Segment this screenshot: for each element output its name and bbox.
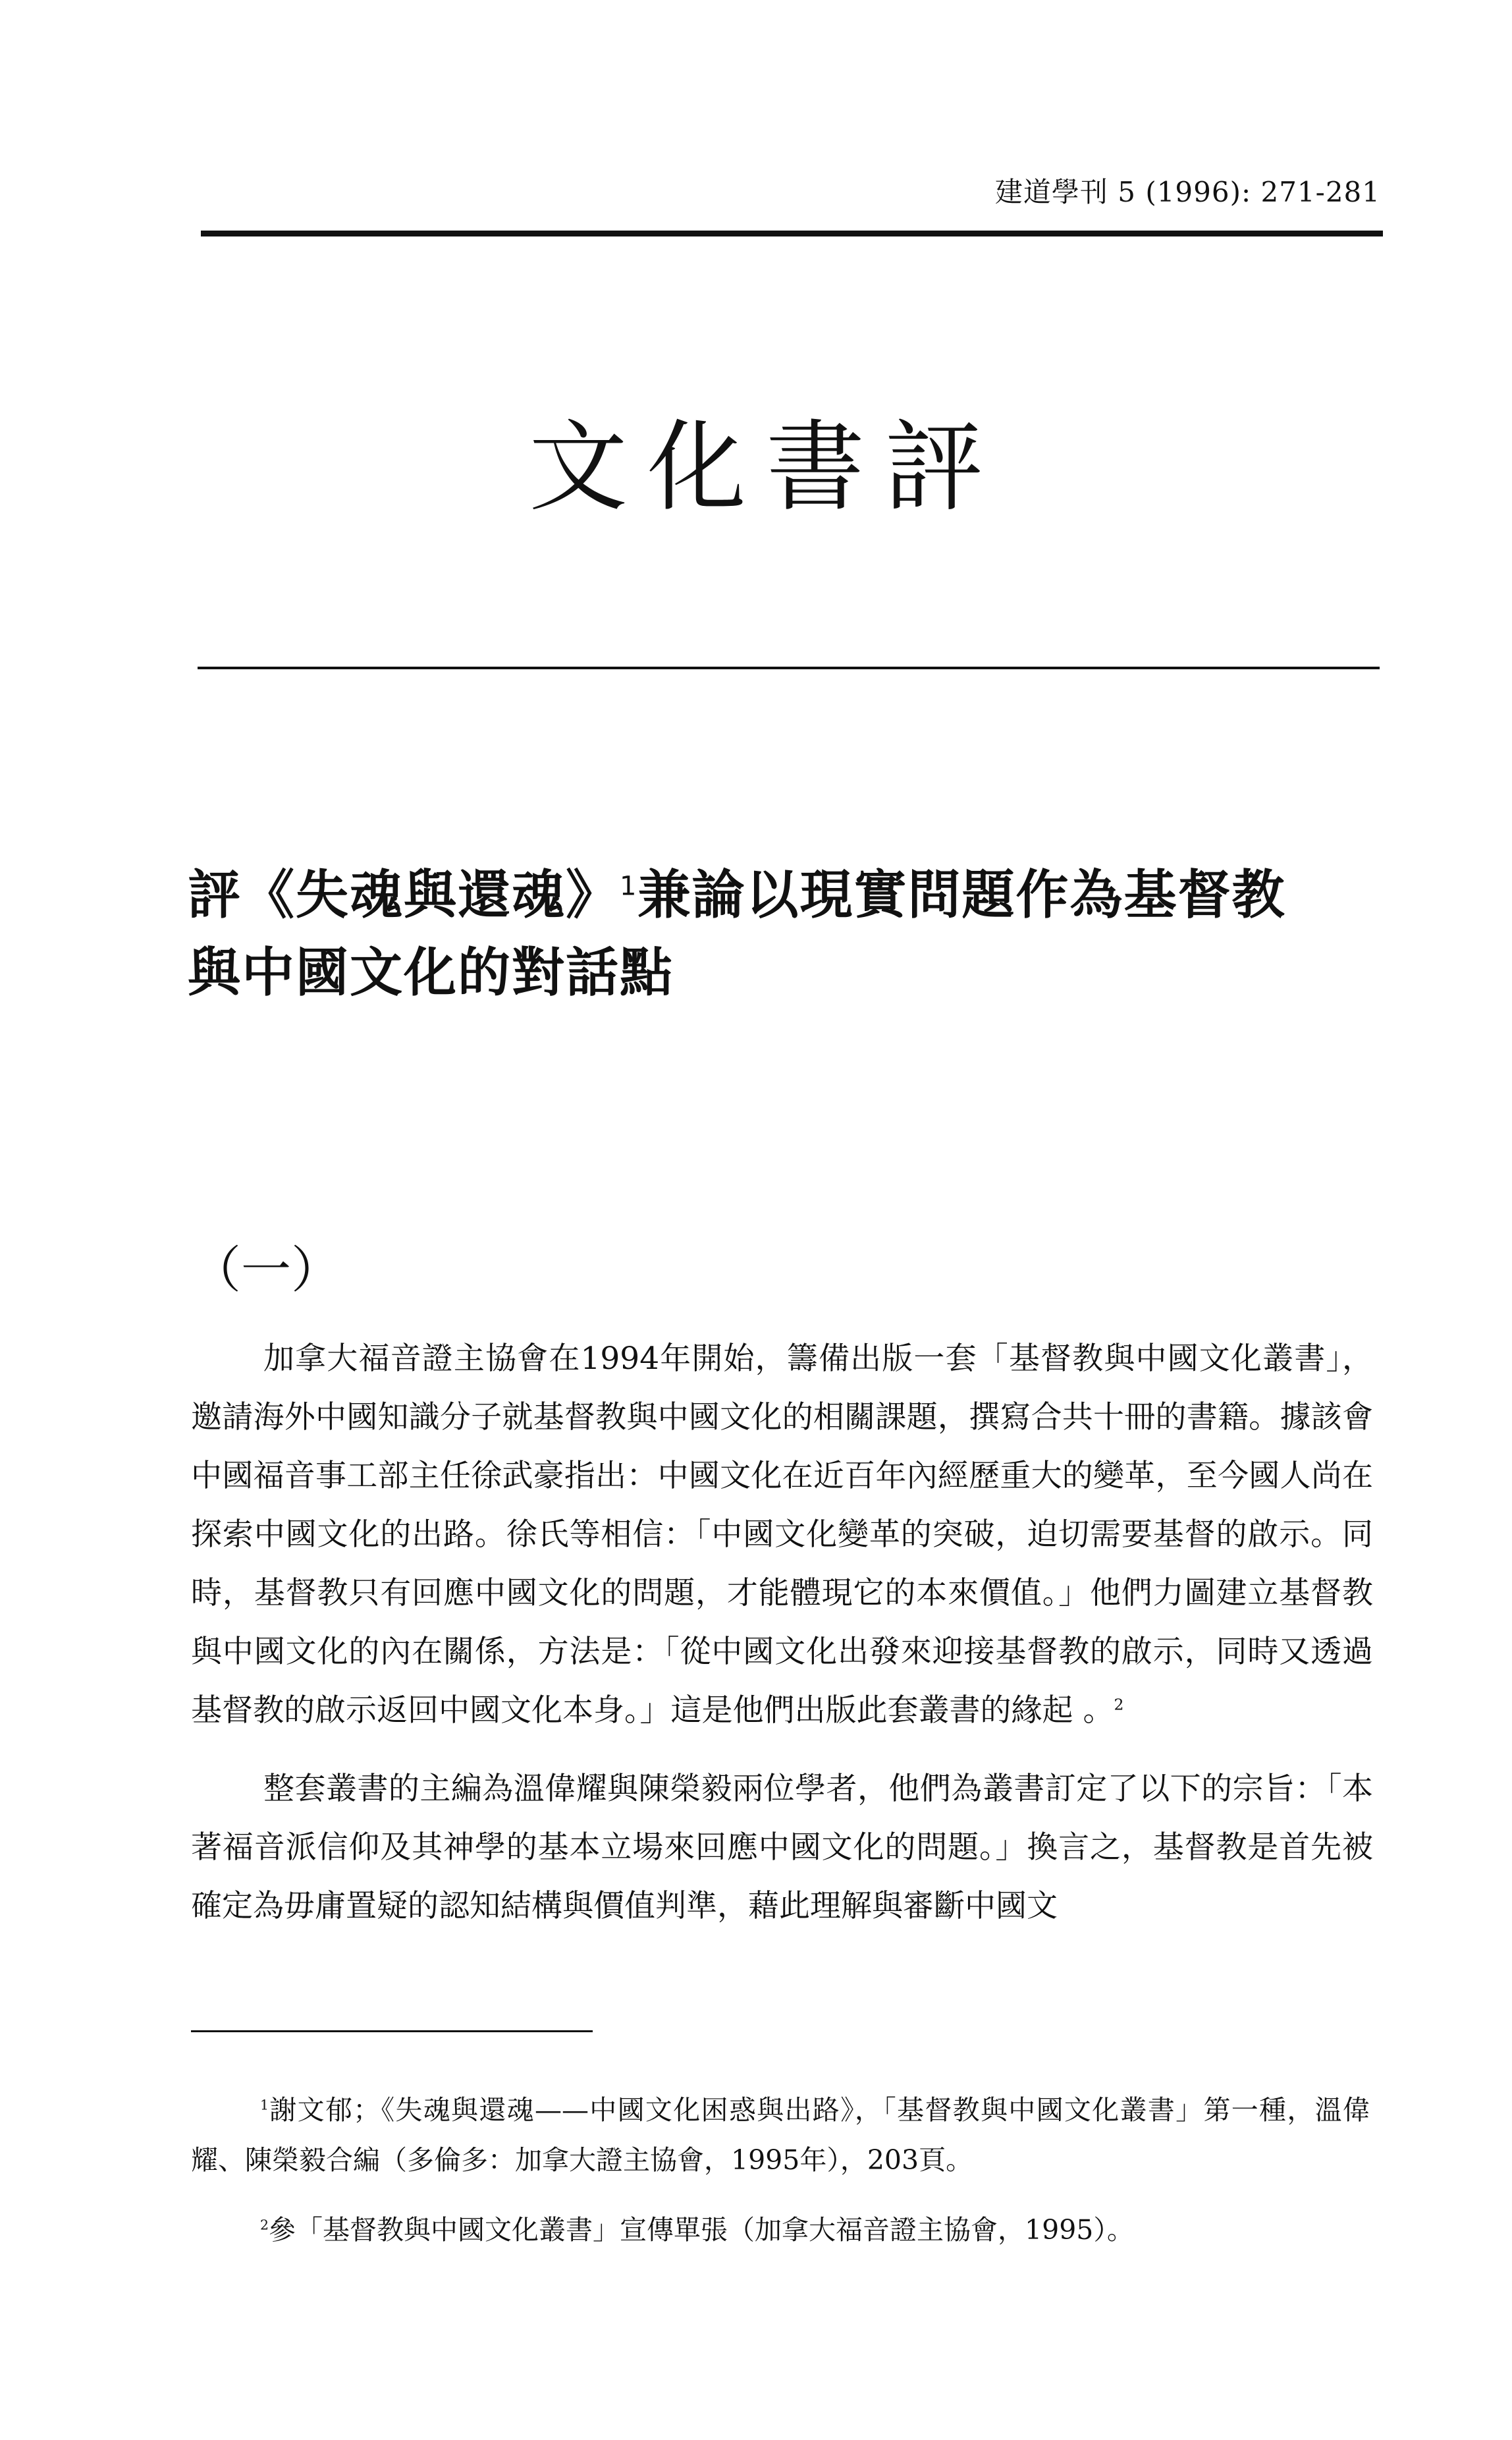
paragraph-end-punct: 。: [1083, 1692, 1114, 1729]
article-body: [191, 1329, 1373, 1955]
body-paragraph-2: [191, 1760, 1373, 1935]
footnote-ref-1[interactable]: 1: [620, 871, 638, 902]
article-title: [188, 856, 1320, 1012]
footnote-text: 謝文郁；《失魂與還魂——中國文化困惑與出路》，「基督教與中國文化叢書」第一種，溫偉耀、陳榮毅合編（多倫多：加拿大證主協會，1995年），203頁。: [191, 2094, 1370, 2176]
subsection-heading: （一）: [191, 1240, 341, 1299]
journal-citation-header: 建道學刊 5 (1996): 271-281: [994, 176, 1380, 208]
paragraph-text: 加拿大福音證主協會在1994年開始，籌備出版一套「基督教與中國文化叢書」，邀請海外中國知識分子就基督教與中國文化的相關課題，撰寫合共十冊的書籍。據該會中國福音事工部主任徐武豪指出：中國文化在近百年內經歷重大的變革，至今國人尚在探索中國文化的出路。徐氏等相信：「中國文化變革的突破，迫切需要基督的啟示。同時，基督教只有回應中國文化的問題，才能體現它的本來價值。」他們力圖建立基督教與中國文化的內在關係，方法是：「從中國文化出發來迎接基督教的啟示，同時又透過基督教的啟示返回中國文化本身。」這是他們出版此套叢書的緣起: [191, 1341, 1373, 1729]
footnotes: [191, 2085, 1370, 2275]
body-paragraph-1: [191, 1329, 1373, 1740]
section-title: 文化書評: [528, 410, 1003, 525]
header-rule: [201, 231, 1383, 236]
footnote-1: [191, 2085, 1370, 2185]
footnote-separator: [191, 2030, 593, 2032]
article-title-part2: 兼論以現實問題作為基督教與中國文化的對話點: [188, 864, 1286, 1003]
paragraph-text: 整套叢書的主編為溫偉耀與陳榮毅兩位學者，他們為叢書訂定了以下的宗旨：「本著福音派信仰及其神學的基本立場來回應中國文化的問題。」換言之，基督教是首先被確定為毋庸置疑的認知結構與價值判準，藉此理解與審斷中國文: [191, 1771, 1373, 1924]
article-title-part1: 評《失魂與還魂》: [188, 864, 620, 926]
footnote-ref-2[interactable]: 2: [1114, 1695, 1124, 1714]
footnote-2: [191, 2205, 1370, 2255]
footnote-mark: 1: [260, 2097, 269, 2113]
footnote-mark: 2: [260, 2217, 269, 2233]
footnote-text: 參「基督教與中國文化叢書」宣傳單張（加拿大福音證主協會，1995）。: [269, 2214, 1134, 2246]
section-title-rule: [198, 667, 1380, 669]
